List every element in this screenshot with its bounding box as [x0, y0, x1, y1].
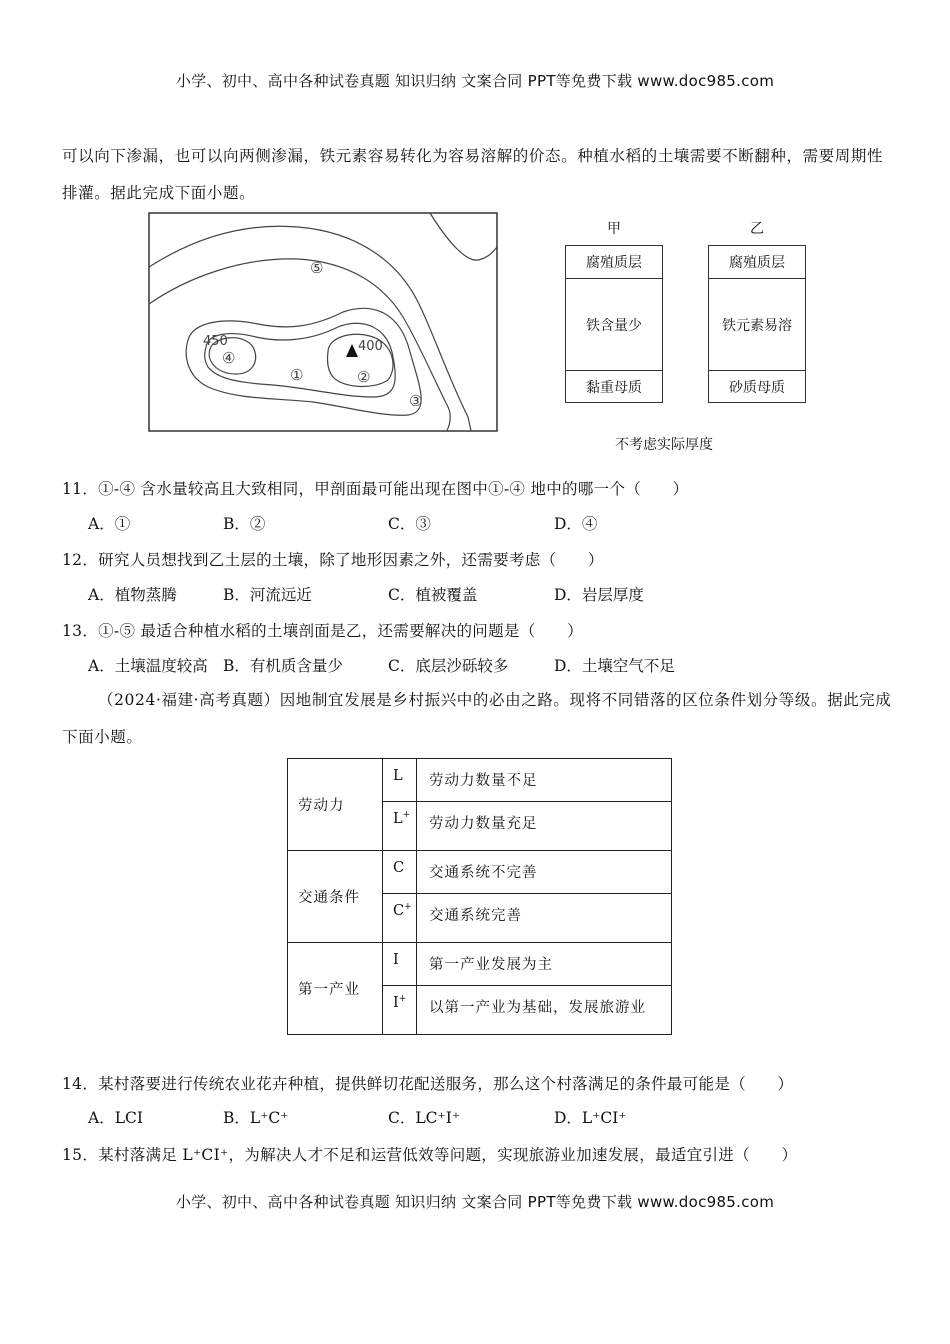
jia-layer-humus: 腐殖质层 — [566, 246, 662, 279]
yi-layer-humus: 腐殖质层 — [709, 246, 805, 279]
q14-option-b[interactable]: B．L⁺C⁺ — [223, 1109, 289, 1127]
contour-map — [148, 212, 498, 432]
q12-option-c[interactable]: C．植被覆盖 — [388, 586, 478, 604]
q11-option-d[interactable]: D．④ — [554, 515, 598, 533]
code-cell: C — [383, 851, 417, 894]
desc-cell: 交通系统不完善 — [417, 851, 672, 894]
page-header: 小学、初中、高中各种试卷真题 知识归纳 文案合同 PPT等免费下载 www.doc985.com — [175, 72, 775, 90]
code-cell: I+ — [383, 986, 417, 1035]
map-label-5: ⑤ — [310, 259, 324, 277]
desc-cell: 第一产业发展为主 — [417, 943, 672, 986]
question-13: 13．①-⑤ 最适合种植水稻的土壤剖面是乙，还需要解决的问题是（ ） — [62, 622, 583, 640]
desc-cell: 劳动力数量充足 — [417, 802, 672, 851]
q11-options — [0, 512, 950, 536]
profile-yi-title: 乙 — [750, 221, 764, 237]
question-14: 14．某村落要进行传统农业花卉种植，提供鲜切花配送服务，那么这个村落满足的条件最可能是（ ） — [62, 1075, 794, 1093]
code-cell: L+ — [383, 802, 417, 851]
q14-option-a[interactable]: A．LCI — [88, 1109, 143, 1127]
q14-option-c[interactable]: C．LC⁺I⁺ — [388, 1109, 460, 1127]
contour-label-450: 450 — [203, 334, 228, 349]
desc-cell: 以第一产业为基础，发展旅游业 — [417, 986, 672, 1035]
category-transport: 交通条件 — [288, 851, 383, 943]
intro2-paragraph: （2024·福建·高考真题）因地制宜发展是乡村振兴中的必由之路。现将不同错落的区位条件划分等级。据此完成下面小题。 — [62, 691, 892, 746]
q11-option-a[interactable]: A．① — [88, 515, 131, 533]
desc-cell: 劳动力数量不足 — [417, 759, 672, 802]
desc-cell: 交通系统完善 — [417, 894, 672, 943]
question-12: 12．研究人员想找到乙土层的土壤，除了地形因素之外，还需要考虑（ ） — [62, 551, 604, 569]
q14-option-d[interactable]: D．L⁺CI⁺ — [554, 1109, 627, 1127]
jia-layer-middle: 铁含量少 — [566, 279, 662, 371]
q12-option-a[interactable]: A．植物蒸腾 — [88, 586, 177, 604]
profile-jia-title: 甲 — [607, 221, 621, 237]
yi-layer-parent: 砂质母质 — [729, 379, 785, 396]
contour-label-400: 400 — [358, 339, 383, 354]
question-11: 11．①-④ 含水量较高且大致相同，甲剖面最可能出现在图中①-④ 地中的哪一个（ ） — [62, 480, 689, 498]
q14-options — [0, 1106, 950, 1130]
q13-option-b[interactable]: B．有机质含量少 — [223, 657, 343, 675]
question-15: 15．某村落满足 L⁺CI⁺，为解决人才不足和运营低效等问题，实现旅游业加速发展，最适宜引进（ ） — [62, 1146, 798, 1164]
code-cell: I — [383, 943, 417, 986]
page-footer: 小学、初中、高中各种试卷真题 知识归纳 文案合同 PPT等免费下载 www.doc985.com — [175, 1193, 775, 1211]
category-labor: 劳动力 — [288, 759, 383, 851]
q13-option-c[interactable]: C．底层沙砾较多 — [388, 657, 509, 675]
profile-note: 不考虑实际厚度 — [615, 437, 713, 453]
profile-yi — [708, 245, 806, 403]
map-label-2: ② — [357, 368, 371, 386]
q13-option-a[interactable]: A．土壤温度较高 — [88, 657, 208, 675]
code-cell: C+ — [383, 894, 417, 943]
map-label-4: ④ — [222, 349, 236, 367]
map-label-1: ① — [290, 366, 304, 384]
map-label-3: ③ — [409, 392, 423, 410]
grade-table — [287, 758, 672, 1035]
q13-option-d[interactable]: D．土壤空气不足 — [554, 657, 675, 675]
q12-options — [0, 583, 950, 607]
q13-options — [0, 654, 950, 678]
q11-option-b[interactable]: B．② — [223, 515, 266, 533]
profile-jia — [565, 245, 663, 403]
yi-layer-middle: 铁元素易溶 — [709, 279, 805, 371]
q12-option-d[interactable]: D．岩层厚度 — [554, 586, 644, 604]
intro-paragraph: 可以向下渗漏，也可以向两侧渗漏，铁元素容易转化为容易溶解的价态。种植水稻的土壤需要不断翻种，需要周期性排灌。据此完成下面小题。 — [62, 147, 884, 202]
q11-option-c[interactable]: C．③ — [388, 515, 431, 533]
category-primary-industry: 第一产业 — [288, 943, 383, 1035]
code-cell: L — [383, 759, 417, 802]
jia-layer-parent: 黏重母质 — [586, 379, 642, 396]
q12-option-b[interactable]: B．河流远近 — [223, 586, 312, 604]
